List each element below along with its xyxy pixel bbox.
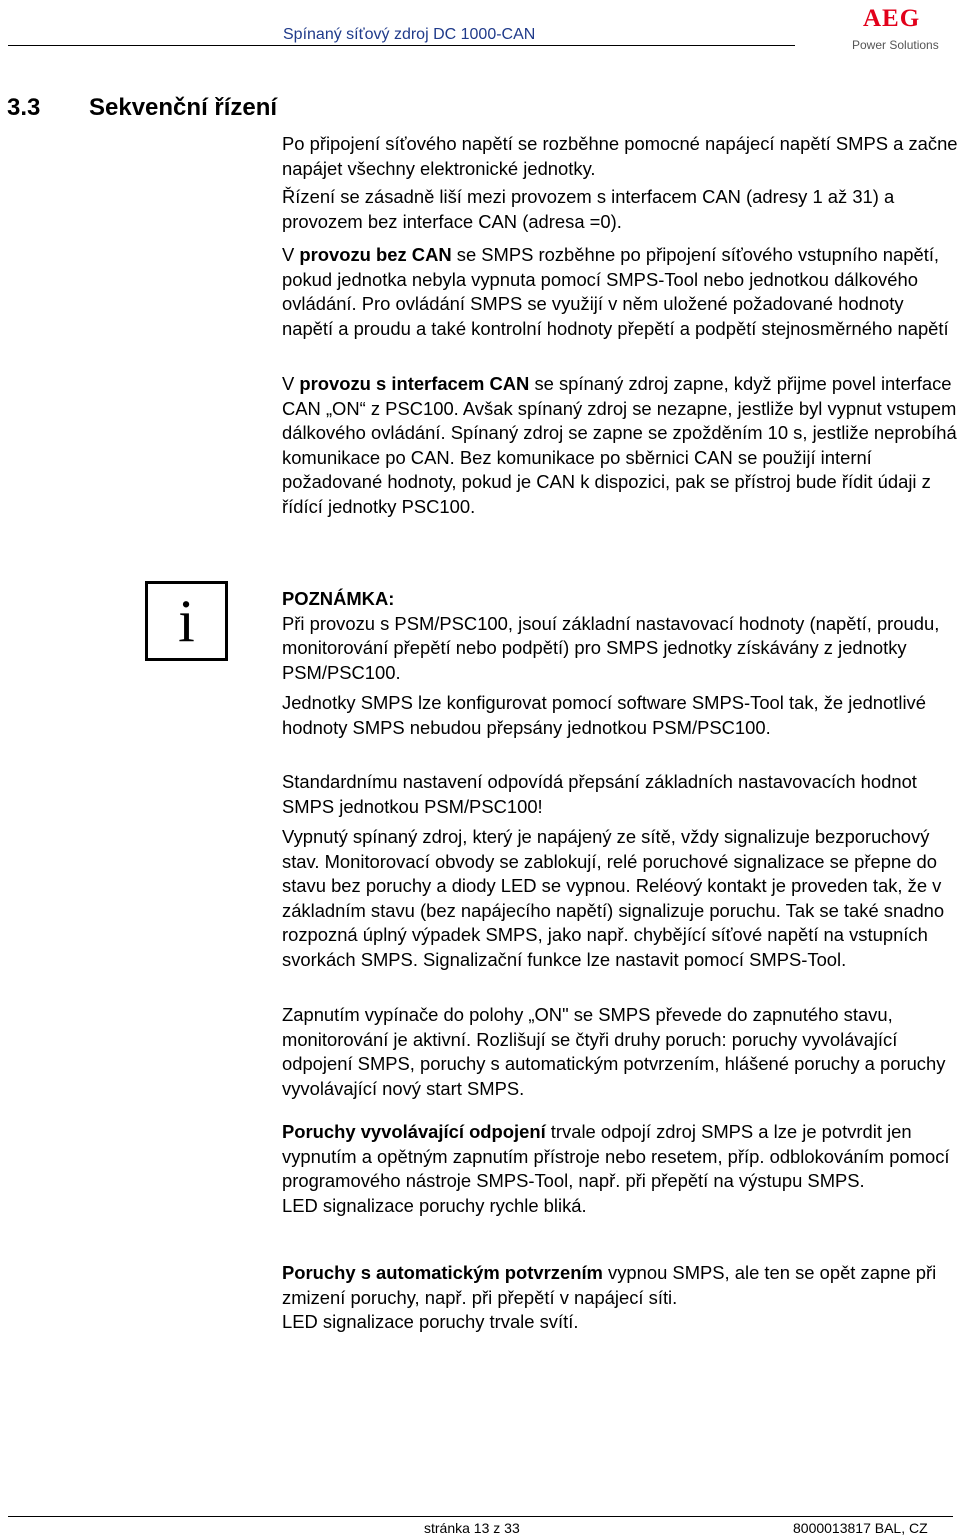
paragraph-power-on: Po připojení síťového napětí se rozběhne pomocné napájecí napětí SMPS a začne napájet všechny elektronické jednotky.: [282, 133, 958, 179]
note-paragraph-6: Poruchy vyvolávající odpojení trvale odpojí zdroj SMPS a lze je potvrdit jen vypnutím a opětným zapnutím přístroje nebo resetem, příp. odblokováním pomocí programového nástroje SMPS-Tool, např. při přepětí na výstupu SMPS. LED signalizace poruchy rychle bliká.: [282, 1121, 950, 1216]
note-paragraph-7: Poruchy s automatickým potvrzením vypnou SMPS, ale ten se opět zapne při zmizení poruchy, např. při přepětí v napájecí síti. LED signalizace poruchy trvale svítí.: [282, 1262, 937, 1333]
paragraph-with-can: V provozu s interfacem CAN se spínaný zdroj zapne, když přijme povel interface CAN „ON“ z PSC100. Avšak spínaný zdroj se nezapne, jestliže byl vypnut vstupem dálkového ovládání. Spínaný zdroj se zapne se zpožděním 10 s, jestliže neprobíhá komunikace po CAN. Bez komunikace po sběrnici CAN se použijí interní požadované hodnoty, pokud je CAN k dispozici, pak se přístroj bude řídit údaji z řídící jednotky PSC100.: [282, 373, 957, 517]
note-block: [282, 587, 958, 685]
logo-subtitle: Power Solutions: [852, 38, 939, 52]
note-paragraph-3: Standardnímu nastavení odpovídá přepsání základních nastavovacích hodnot SMPS jednotkou PSM/PSC100!: [282, 771, 917, 817]
footer-rule: [8, 1516, 953, 1517]
info-icon: [145, 581, 228, 661]
section-number: 3.3: [7, 94, 41, 121]
header-rule: [8, 45, 795, 46]
logo-text: AEG: [863, 5, 921, 32]
aeg-logo: [852, 6, 942, 52]
note-heading: POZNÁMKA:: [282, 588, 395, 609]
footer-document-id: 8000013817 BAL, CZ: [793, 1520, 928, 1536]
note-paragraph-4: Vypnutý spínaný zdroj, který je napájený ze sítě, vždy signalizuje bezporuchový stav. Monitorovací obvody se zablokují, relé poruchové signalizace se přepne do stavu bez poruchy a diody LED se vypnou. Reléový kontakt je proveden tak, že v základním stavu (bez napájecího napětí) signalizuje poruchu. Tak se také snadno rozpozná úplný výpadek SMPS, jako např. chybějící síťové napětí na vstupních svorkách SMPS. Signalizační funkce lze nastavit pomocí SMPS-Tool.: [282, 826, 945, 970]
note-paragraph-5: Zapnutím vypínače do polohy „ON" se SMPS převede do zapnutého stavu, monitorování je aktivní. Rozlišují se čtyři druhy poruch: poruchy vyvolávající odpojení SMPS, poruchy s automatickým potvrzením, hlášené poruchy a poruchy vyvolávající nový start SMPS.: [282, 1004, 946, 1099]
paragraph-without-can: V provozu bez CAN se SMPS rozběhne po připojení síťového vstupního napětí, pokud jednotka nebyla vypnuta pomocí SMPS-Tool nebo jednotkou dálkového ovládání. Pro ovládání SMPS se využijí v něm uložené požadované hodnoty napětí a proudu a také kontrolní hodnoty přepětí a podpětí stejnosměrného napětí: [282, 244, 949, 339]
paragraph-can-difference: Řízení se zásadně liší mezi provozem s interfacem CAN (adresy 1 až 31) a provozem bez interface CAN (adresa =0).: [282, 186, 895, 232]
header-title: Spínaný síťový zdroj DC 1000-CAN: [283, 26, 536, 43]
info-glyph: i: [178, 588, 195, 654]
footer-page-number: stránka 13 z 33: [424, 1520, 520, 1536]
section-title: Sekvenční řízení: [89, 94, 278, 121]
note-paragraph-1: Při provozu s PSM/PSC100, jsouí základní nastavovací hodnoty (napětí, proudu, monitorování přepětí nebo podpětí) pro SMPS jednotky získávány z jednotky PSM/PSC100.: [282, 612, 940, 683]
note-paragraph-2: Jednotky SMPS lze konfigurovat pomocí software SMPS-Tool tak, že jednotlivé hodnoty SMPS nebudou přepsány jednotkou PSM/PSC100.: [282, 692, 926, 738]
